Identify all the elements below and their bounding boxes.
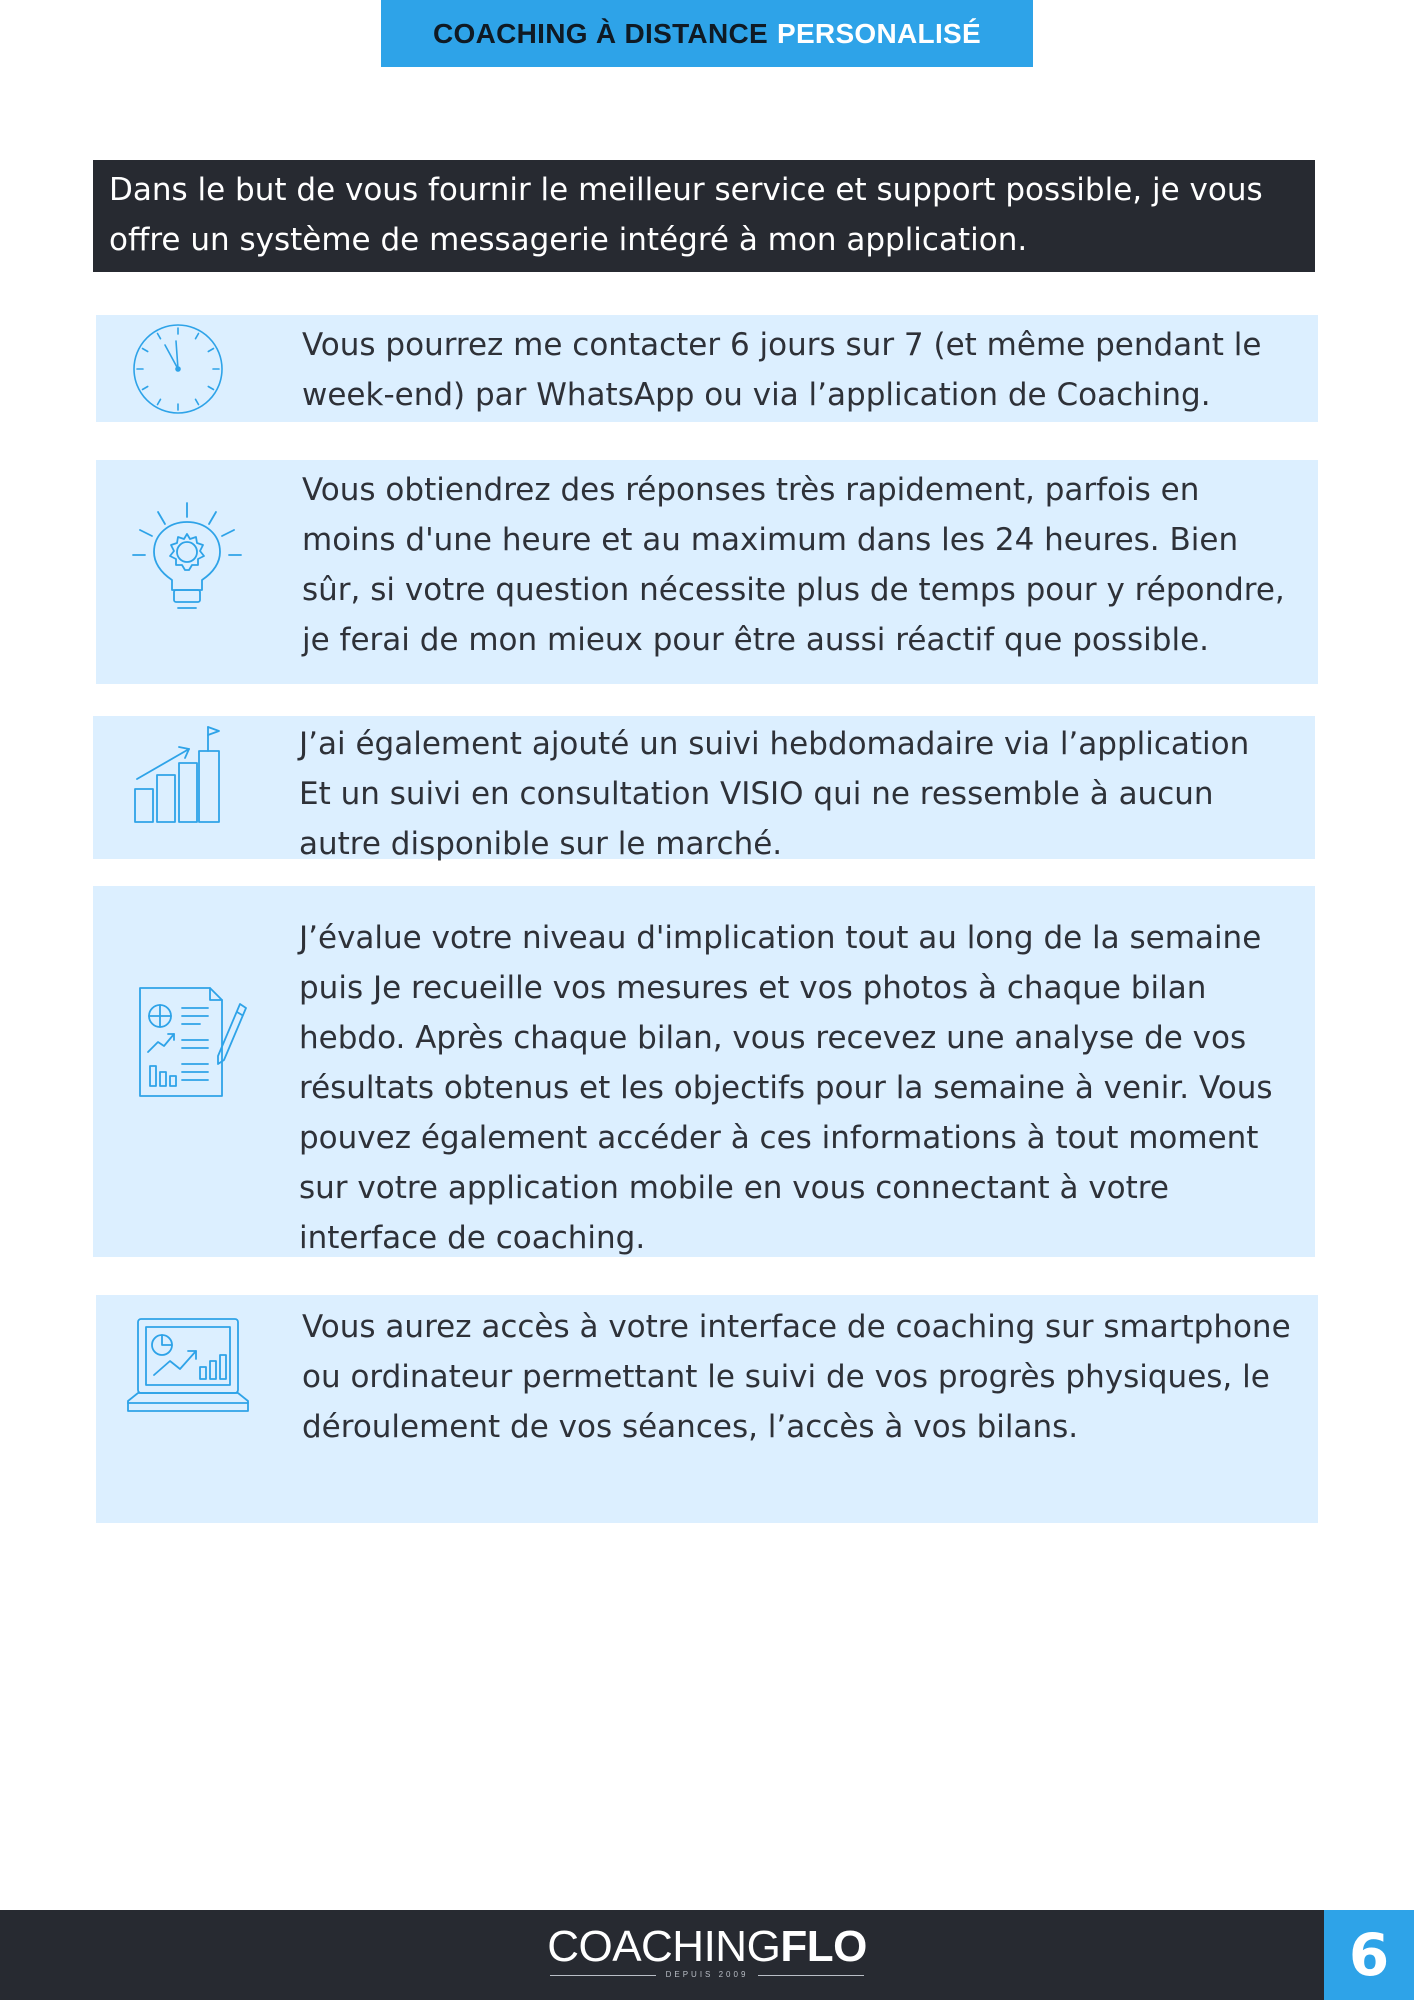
laptop-analytics-icon (126, 1317, 250, 1417)
feature-card-response (96, 460, 1318, 684)
feature-text: Vous pourrez me contacter 6 jours sur 7 (et même pendant le week-end) par WhatsApp ou via l’application de Coaching. (302, 327, 1262, 413)
feature-card-evaluation (93, 886, 1315, 1257)
brand-logo (540, 1922, 874, 1972)
feature-text: J’évalue votre niveau d'implication tout au long de la semaine puis Je recueille vos mesures et vos photos à chaque bilan hebdo. Après chaque bilan, vous recevez une analyse de vos résultats obtenus et les objectifs pour la semaine à venir. Vous pouvez également accéder à ces informations à tout moment sur votre application mobile en vous connectant à votre interface de coaching. (299, 920, 1273, 1256)
lightbulb-gear-icon (130, 500, 244, 614)
intro-box (93, 160, 1315, 272)
feature-card-contact (96, 315, 1318, 422)
growth-chart-icon (133, 725, 223, 825)
header-title-dark: COACHING À DISTANCE (433, 17, 768, 49)
feature-card-weekly-followup (93, 716, 1315, 862)
brand-logo-bold: FLO (780, 1922, 867, 1971)
feature-text: Vous aurez accès à votre interface de coaching sur smartphone ou ordinateur permettant le suivi de vos progrès physiques, le déroulement de vos séances, l’accès à vos bilans. (302, 1309, 1291, 1445)
feature-text: Vous obtiendrez des réponses très rapidement, parfois en moins d'une heure et au maximum dans les 24 heures. Bien sûr, si votre question nécessite plus de temps pour y répondre, je ferai de mon mieux pour être aussi réactif que possible. (302, 472, 1285, 658)
brand-tagline: DEPUIS 2009 (665, 1970, 749, 1979)
header-banner (381, 0, 1033, 67)
footer-bar (0, 1910, 1414, 2000)
intro-text: Dans le but de vous fournir le meilleur service et support possible, je vous offre un système de messagerie intégré à mon application. (109, 172, 1263, 258)
report-document-icon (138, 986, 248, 1100)
page-number: 6 (1324, 1910, 1414, 2000)
feature-card-interface (96, 1295, 1318, 1523)
header-title-light: PERSONALISÉ (776, 17, 981, 49)
feature-text: J’ai également ajouté un suivi hebdomadaire via l’application Et un suivi en consultation VISIO qui ne ressemble à aucun autre disponible sur le marché. (299, 726, 1250, 862)
clock-icon (132, 323, 224, 415)
brand-logo-light: COACHING (547, 1922, 781, 1971)
